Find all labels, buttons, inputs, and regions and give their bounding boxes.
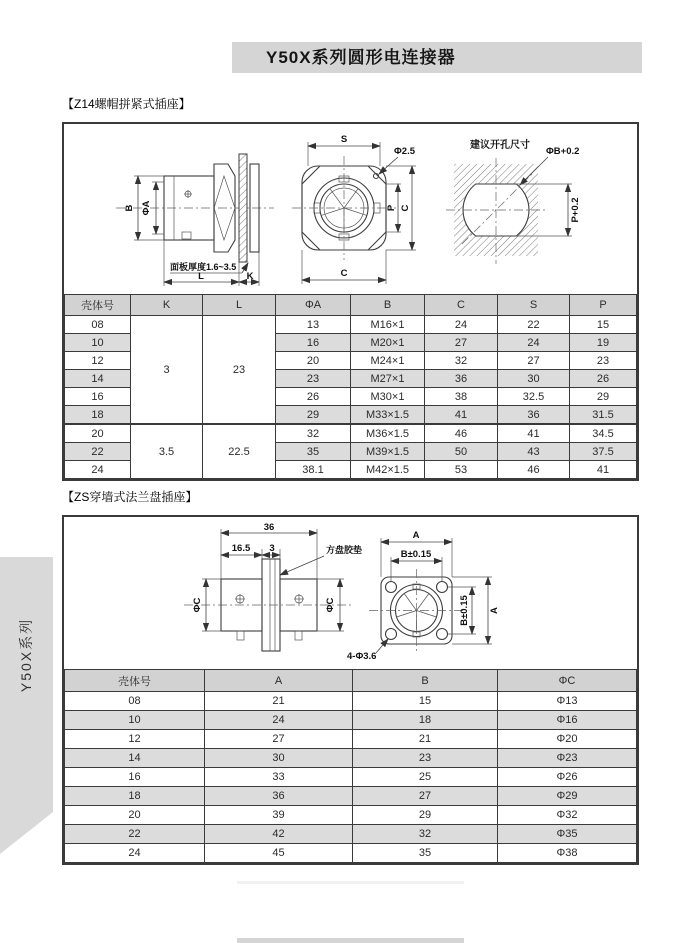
cell-value: 39 <box>205 806 353 825</box>
cell-shell-no: 14 <box>65 749 205 768</box>
dim-A-right-label: A <box>489 607 500 614</box>
column-header: L <box>203 295 276 316</box>
cell-value: 23 <box>276 370 351 388</box>
cutout-P-label: P+0.2 <box>570 197 581 223</box>
cell-shell-no: 10 <box>65 334 131 352</box>
cell-shell-no: 08 <box>65 316 131 334</box>
cell-value: 38 <box>425 388 498 406</box>
cell-value: 24 <box>425 316 498 334</box>
cell-value: 46 <box>425 424 498 443</box>
dim-P-label: P <box>386 204 397 212</box>
column-header: ΦC <box>498 670 637 692</box>
zs-side-view <box>184 522 388 662</box>
dim-phiC-left-label: ΦC <box>192 597 203 613</box>
cell-value: 20 <box>276 352 351 370</box>
cell-value: 23 <box>570 352 637 370</box>
cell-shell-no: 20 <box>65 424 131 443</box>
cell-value: 29 <box>570 388 637 406</box>
z14-table <box>64 294 637 479</box>
cell-shell-no: 24 <box>65 844 205 863</box>
cell-shell-no: 14 <box>65 370 131 388</box>
cell-value: 30 <box>205 749 353 768</box>
cell-value: 29 <box>276 406 351 425</box>
dim-B-label: B <box>124 204 135 212</box>
phi25-callout: Φ2.5 <box>394 146 416 157</box>
cell-value: M36×1.5 <box>351 424 425 443</box>
cell-value: 21 <box>353 730 498 749</box>
cell-L: 23 <box>203 316 276 425</box>
cell-value: M30×1 <box>351 388 425 406</box>
cell-shell-no: 16 <box>65 768 205 787</box>
cell-shell-no: 10 <box>65 711 205 730</box>
cell-value: 35 <box>276 443 351 461</box>
table-row <box>65 844 637 863</box>
cell-value: Φ32 <box>498 806 637 825</box>
cell-value: 45 <box>205 844 353 863</box>
cell-value: M39×1.5 <box>351 443 425 461</box>
cell-value: 27 <box>498 352 570 370</box>
section1-heading: 【Z14螺帽拼紧式插座】 <box>62 97 191 111</box>
cell-value: 13 <box>276 316 351 334</box>
cell-value: 18 <box>353 711 498 730</box>
footer-divider-line <box>237 881 464 884</box>
cell-value: 36 <box>205 787 353 806</box>
cell-value: 24 <box>498 334 570 352</box>
cell-value: 15 <box>353 692 498 711</box>
cell-shell-no: 08 <box>65 692 205 711</box>
cell-value: Φ26 <box>498 768 637 787</box>
cell-shell-no: 12 <box>65 730 205 749</box>
dim-36-label: 36 <box>263 522 275 533</box>
cell-value: Φ29 <box>498 787 637 806</box>
cell-shell-no: 24 <box>65 461 131 479</box>
cutout-phiB-callout: ΦB+0.2 <box>546 146 580 157</box>
zs-table <box>64 669 637 863</box>
cell-value: 27 <box>205 730 353 749</box>
cell-value: 26 <box>276 388 351 406</box>
cell-value: 32 <box>425 352 498 370</box>
z14-table-head-row <box>65 295 637 316</box>
cell-value: 36 <box>425 370 498 388</box>
cell-value: 21 <box>205 692 353 711</box>
cell-value: 16 <box>276 334 351 352</box>
cell-value: 36 <box>498 406 570 425</box>
column-header: 壳体号 <box>65 670 205 692</box>
z14-section-box <box>62 122 639 481</box>
cell-K: 3.5 <box>131 424 203 479</box>
cell-shell-no: 18 <box>65 787 205 806</box>
cell-value: Φ16 <box>498 711 637 730</box>
table-row <box>65 768 637 787</box>
dim-L-label: L <box>198 271 204 282</box>
dim-phiC-right-label: ΦC <box>325 597 336 613</box>
table-row <box>65 316 637 334</box>
dim-B-right-label: B±0.15 <box>459 595 470 626</box>
cell-value: 31.5 <box>570 406 637 425</box>
cell-value: 27 <box>353 787 498 806</box>
table-row <box>65 424 637 443</box>
table-row <box>65 711 637 730</box>
cell-value: 34.5 <box>570 424 637 443</box>
cell-value: 41 <box>570 461 637 479</box>
section2-heading: 【ZS穿墙式法兰盘插座】 <box>62 490 198 504</box>
column-header: K <box>131 295 203 316</box>
column-header: A <box>205 670 353 692</box>
cell-value: 27 <box>425 334 498 352</box>
cell-value: 43 <box>498 443 570 461</box>
cell-value: M33×1.5 <box>351 406 425 425</box>
cell-L: 22.5 <box>203 424 276 479</box>
cell-value: 19 <box>570 334 637 352</box>
cell-value: M42×1.5 <box>351 461 425 479</box>
z14-cutout-view <box>446 138 581 264</box>
zs-table-body <box>65 692 637 863</box>
dim-phiA-label: ΦA <box>141 200 152 216</box>
zs-table-head-row <box>65 670 637 692</box>
column-header: C <box>425 295 498 316</box>
cell-value: 41 <box>425 406 498 425</box>
column-header: ΦA <box>276 295 351 316</box>
cell-value: 15 <box>570 316 637 334</box>
sidebar-series-label: Y50X系列 <box>18 617 35 692</box>
cell-value: Φ20 <box>498 730 637 749</box>
cell-value: 32 <box>276 424 351 443</box>
cell-value: 29 <box>353 806 498 825</box>
dim-165-label: 16.5 <box>231 543 251 554</box>
dim-A-top-label: A <box>412 530 420 541</box>
cell-value: 24 <box>205 711 353 730</box>
column-header: S <box>498 295 570 316</box>
table-row <box>65 692 637 711</box>
cutout-title: 建议开孔尺寸 <box>470 140 530 151</box>
gasket-note: 方盘胶垫 <box>326 545 363 555</box>
table-row <box>65 825 637 844</box>
cell-value: 53 <box>425 461 498 479</box>
cell-value: 46 <box>498 461 570 479</box>
cell-value: 30 <box>498 370 570 388</box>
cell-value: Φ13 <box>498 692 637 711</box>
cell-value: 42 <box>205 825 353 844</box>
cell-shell-no: 16 <box>65 388 131 406</box>
page-title-bar <box>232 42 642 73</box>
cell-value: 37.5 <box>570 443 637 461</box>
dim-3-label: 3 <box>269 543 275 554</box>
holes-note: 4-Φ3.6 <box>347 651 377 662</box>
cell-value: 41 <box>498 424 570 443</box>
dim-C-right-label: C <box>400 204 411 212</box>
cell-K: 3 <box>131 316 203 425</box>
cell-value: Φ35 <box>498 825 637 844</box>
dim-S-label: S <box>340 134 348 145</box>
zs-drawings <box>64 517 637 669</box>
cell-value: 33 <box>205 768 353 787</box>
cell-value: M24×1 <box>351 352 425 370</box>
table-row <box>65 787 637 806</box>
z14-table-body <box>65 316 637 479</box>
cell-value: M20×1 <box>351 334 425 352</box>
table-row <box>65 806 637 825</box>
page-title: Y50X系列圆形电连接器 <box>266 48 456 67</box>
z14-drawings <box>64 124 637 294</box>
cell-value: 38.1 <box>276 461 351 479</box>
sidebar-label-wrap <box>0 572 53 737</box>
zs-section-box <box>62 515 639 865</box>
cell-value: Φ23 <box>498 749 637 768</box>
column-header: P <box>570 295 637 316</box>
cell-shell-no: 12 <box>65 352 131 370</box>
cell-value: 32 <box>353 825 498 844</box>
panel-thickness-note: 面板厚度1.6~3.5 <box>170 262 237 272</box>
z14-front-view <box>292 134 416 284</box>
cell-value: M27×1 <box>351 370 425 388</box>
cell-shell-no: 22 <box>65 443 131 461</box>
zs-front-view <box>369 530 500 652</box>
dim-C-bottom-label: C <box>340 268 348 279</box>
dim-K-label: K <box>246 271 254 282</box>
cell-shell-no: 22 <box>65 825 205 844</box>
cell-value: Φ38 <box>498 844 637 863</box>
table-row <box>65 749 637 768</box>
cell-value: 25 <box>353 768 498 787</box>
cell-shell-no: 20 <box>65 806 205 825</box>
cell-value: 35 <box>353 844 498 863</box>
cell-value: 32.5 <box>498 388 570 406</box>
table-row <box>65 730 637 749</box>
cell-value: 50 <box>425 443 498 461</box>
column-header: B <box>353 670 498 692</box>
cell-value: 22 <box>498 316 570 334</box>
dim-B-top-label: B±0.15 <box>400 549 432 560</box>
cell-value: 26 <box>570 370 637 388</box>
cell-shell-no: 18 <box>65 406 131 425</box>
z14-side-view <box>116 154 274 286</box>
column-header: 壳体号 <box>65 295 131 316</box>
footer-bar <box>237 938 464 943</box>
cell-value: 23 <box>353 749 498 768</box>
cell-value: M16×1 <box>351 316 425 334</box>
column-header: B <box>351 295 425 316</box>
